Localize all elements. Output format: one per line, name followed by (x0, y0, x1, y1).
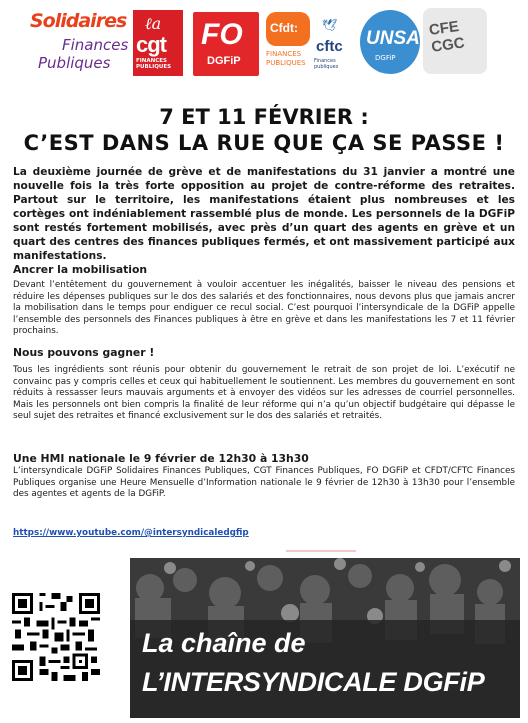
cfdt-logo (266, 12, 312, 74)
page-title-line-1: 7 ET 11 FÉVRIER : (159, 105, 369, 129)
cgt-logo-text: cgt (136, 32, 166, 57)
section-heading-anchor: Ancrer la mobilisation (13, 263, 148, 276)
section-heading-win: Nous pouvons gagner ! (13, 346, 155, 359)
dove-icon: 🕊 (322, 18, 338, 32)
unsa-logo-sub: DGFiP (375, 54, 396, 62)
solidaires-logo-text-3: Publiques (38, 54, 111, 72)
cftc-logo-text: cftc (316, 38, 343, 55)
fo-logo-text: FO (201, 18, 243, 51)
cftc-logo (314, 18, 358, 72)
fo-logo-sub: DGFiP (207, 55, 241, 67)
section-heading-hmi: Une HMI nationale le 9 février de 12h30 à 13h30 (13, 452, 309, 465)
cfdt-logo-text: Cfdt: (270, 21, 298, 35)
cftc-logo-sub: Finances publiques (314, 58, 339, 70)
youtube-channel-link[interactable]: https://www.youtube.com/@intersyndicaledgfip (13, 528, 249, 538)
unsa-logo (360, 10, 420, 74)
banner-title-line-1: La chaîne de (142, 628, 306, 658)
page-title-line-2: C’EST DANS LA RUE QUE ÇA SE PASSE ! (23, 131, 505, 155)
cfe-cgc-logo-text: CFE CGC (427, 17, 466, 56)
union-logos-row (0, 4, 528, 84)
unsa-logo-text: UNSA (366, 28, 420, 49)
lead-paragraph: La deuxième journée de grève et de manifestations du 31 janvier a montré une nouvelle fois la très forte opposition au projet de contre-réforme des retraites. Partout sur le territoire, les manifestations étaient plus nombreuses et les cortèges ont indéniablement rassemblé plus de monde. Les personnels de la DGFiP sont restés fortement mobilisés, avec près d’un quart des agents en grève et un quart des centres des finances publiques fermés, et ont massivement participé aux manifestations. (13, 166, 515, 262)
cfe-cgc-logo (423, 8, 487, 74)
fo-logo (193, 12, 259, 76)
cgt-logo (133, 10, 183, 76)
intersyndicale-channel-banner[interactable] (130, 558, 520, 718)
solidaires-logo-text: Solidaires (30, 10, 127, 32)
qr-code-icon[interactable] (12, 593, 100, 681)
section-body-hmi: L’intersyndicale DGFiP Solidaires Finances Publiques, CGT Finances Publiques, FO DGFiP et CFDT/CFTC Finances Publiques organise une Heure Mensuelle d’Information nationale le 9 février de 12h30 à 13h30 pour l’ensemble des agentes et agents de la DGFiP. (13, 466, 515, 500)
cfdt-logo-sub: FINANCES PUBLIQUES (266, 50, 306, 67)
decorative-divider (286, 550, 356, 552)
cgt-logo-sub: FINANCES PUBLIQUES (136, 58, 172, 70)
banner-title-line-2: L’INTERSYNDICALE DGFiP (142, 667, 485, 697)
section-body-win: Tous les ingrédients sont réunis pour obtenir du gouvernement le retrait de son projet de loi. L’exécutif ne convainc pas y compris celles et ceux qui habituellement le soutiennent. Les membres du gouvernement en sont réduits à ressasser leurs mauvais arguments et à envoyer des vidéos sur les adresses de courriel personnelles. Mais les personnels ont bien compris la finalité de leur réforme qui n’a qu’un objectif budgétaire qui dépasse le seul sujet des retraites et financé exclusivement sur le dos des salariés et retraités. (13, 365, 515, 422)
section-body-anchor: Devant l’entêtement du gouvernement à vouloir accentuer les inégalités, baisser le niveau des pensions et réduire les dépenses publiques sur le dos des salariés et des fonctionnaires, nous devons plus que jamais ancrer la mobilisation dans le temps pour endiguer ce recul social. C’est pourquoi l’intersyndicale de la DGFiP appelle l’ensemble des personnels des Finances publiques à être en grève et dans les manifestations les 7 et 11 février prochains. (13, 280, 515, 337)
cgt-mark-icon: ℓa (145, 14, 162, 33)
solidaires-logo (28, 10, 128, 76)
solidaires-logo-text-2: Finances (62, 36, 129, 54)
